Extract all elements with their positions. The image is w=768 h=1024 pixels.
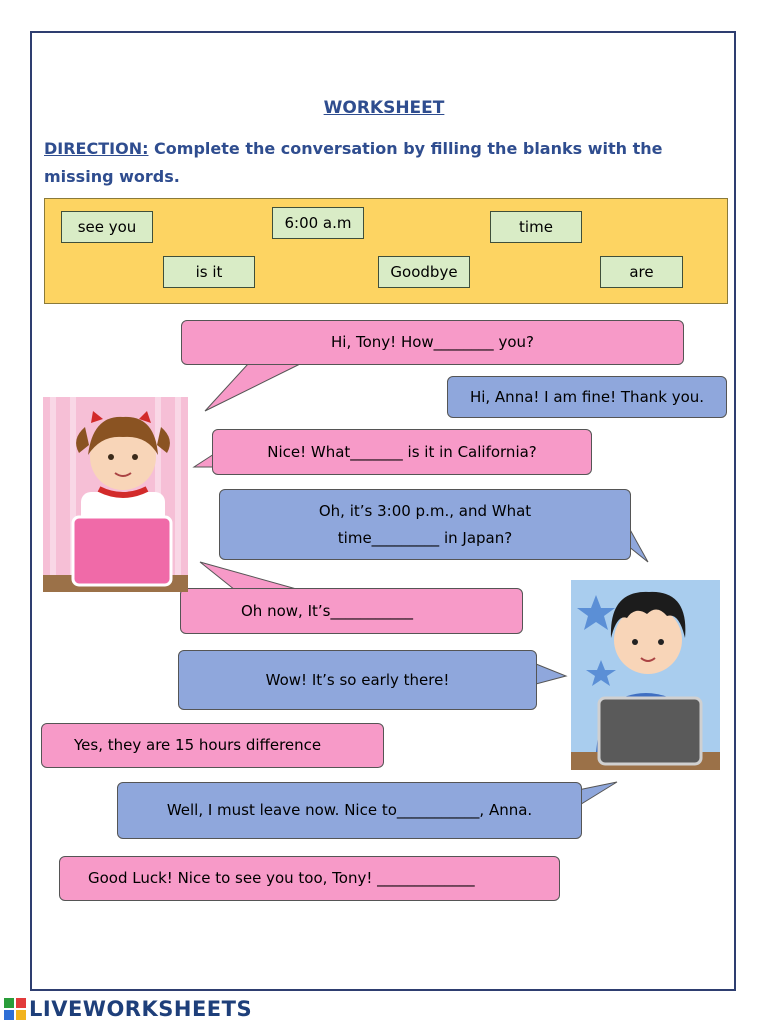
speech-bubble-anna-5: Good Luck! Nice to see you too, Tony! _____________ [59,856,560,901]
speech-bubble-tony-4: Well, I must leave now. Nice to___________, Anna. [117,782,582,839]
tail-bubble-5 [200,562,300,590]
direction-label: DIRECTION: [44,139,149,158]
boy-with-laptop-illustration [571,580,720,770]
girl-with-laptop-illustration [43,397,188,592]
tail-bubble-3 [194,454,214,467]
tail-bubble-4 [628,526,648,562]
speech-bubble-anna-2: Nice! What_______ is it in California? [212,429,592,475]
liveworksheets-logo-icon [4,998,26,1020]
direction-text: Complete the conversation by filling the blanks with the missing words. [44,139,663,186]
liveworksheets-logo [4,996,252,1022]
speech-bubble-anna-4: Yes, they are 15 hours difference [41,723,384,768]
liveworksheets-brand-text: LIVEWORKSHEETS [29,997,253,1021]
speech-bubble-tony-3: Wow! It’s so early there! [178,650,537,710]
word-tile-are[interactable]: are [600,256,683,288]
word-tile-6am[interactable]: 6:00 a.m [272,207,364,239]
word-tile-goodbye[interactable]: Goodbye [378,256,470,288]
tail-bubble-6 [536,664,566,684]
speech-bubble-anna-1: Hi, Tony! How________ you? [181,320,684,365]
speech-bubble-tony-1: Hi, Anna! I am fine! Thank you. [447,376,727,418]
tail-bubble-1 [205,364,300,411]
worksheet-title: WORKSHEET [323,98,445,118]
word-tile-time[interactable]: time [490,211,582,243]
word-tile-see-you[interactable]: see you [61,211,153,243]
speech-bubble-anna-3: Oh now, It’s___________ [180,588,523,634]
tail-bubble-8 [578,782,617,806]
word-tile-is-it[interactable]: is it [163,256,255,288]
speech-bubble-tony-2: Oh, it’s 3:00 p.m., and What time_________ in Japan? [219,489,631,560]
